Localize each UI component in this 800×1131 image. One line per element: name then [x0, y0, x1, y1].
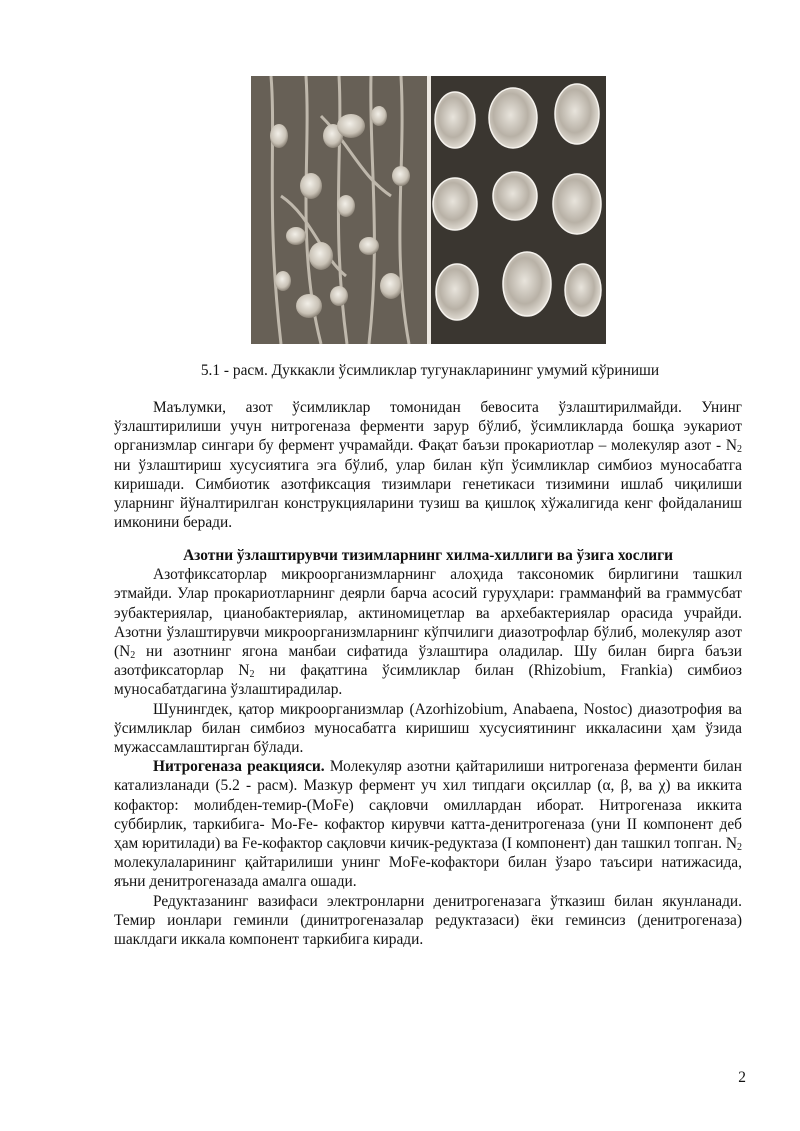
paragraph-2 [114, 565, 742, 699]
page-number: 2 [738, 1069, 746, 1086]
paragraph-4-text-cont: молекулаларининг қайтарилиши унинг MoFe-кофактори билан ўзаро таъсири натижасида, яъни денитрогеназада амалга ошади. [114, 854, 742, 891]
paragraph-4 [114, 757, 742, 891]
nitrogenase-reaction-term: Нитрогеназа реакцияси. [153, 758, 325, 776]
subscript: 2 [249, 669, 255, 681]
section-heading: Азотни ўзлаштирувчи тизимларнинг хилма-хиллиги ва ўзига хослиги [183, 547, 673, 564]
paragraph-3: Шунингдек, қатор микроорганизмлар (Azorhizobium, Anabaena, Nostoc) диазотрофия ва ўсимликлар билан симбиоз муносабатга киришиш хусусиятининг иккаласини ҳам ўзида мужассамлаштирган бўлади. [114, 700, 742, 757]
subscript: 2 [130, 650, 136, 662]
paragraph-4-text: Молекуляр азотни қайтарилиши нитрогеназа ферменти билан катализланади (5.2 - расм). Мазкур фермент уч хил типдаги оқсиллар (α, β, ва χ) ва иккита кофактор: молибден-темир-(MoFe) сақловчи омиллардан иборат. Нитрогеназа иккита суббирлик, таркибига- Mo-Fe- кофактор кирувчи катта-денитрогеназа (уни II компонент деб ҳам юритилади) ва Fe-кофактор сақловчи кичик-редуктаза (I компонент) дан ташкил топган. N [114, 758, 743, 853]
subscript: 2 [737, 842, 742, 854]
paragraph-1 [114, 398, 742, 532]
paragraph-1-text-cont: ни ўзлаштириш хусусиятига эга бўлиб, улар билан кўп ўсимликлар симбиоз муносабатга киришади. Симбиотик азотфиксация тизимлари генетикаси тизимини ишлаб чиқилиши уларнинг йўналтирилган конструкцияларини тузиш ва қишлоқ хўжалигида кенг фойдаланиш имконини беради. [114, 456, 742, 532]
root-nodules-photo [251, 76, 606, 344]
paragraph-2-text: Азотфиксаторлар микроорганизмларнинг алоҳида таксономик бирлигини ташкил этмайди. Улар прокариотларнинг деярли барча асосий гуруҳлари: грамманфий ва граммусбат эубактериялар, цианобактериялар, актиномицетлар ва архебактериялар орасида учрайди. Азотни ўзлаштирувчи микроорганизмларнинг кўпчилиги диазотрофлар бўлиб, молекуляр азот (N [114, 566, 742, 661]
subscript: 2 [737, 444, 742, 456]
photo-illustration [251, 76, 606, 344]
figure-caption: 5.1 - расм. Дуккакли ўсимликлар тугунакларининг умумий кўриниши [200, 362, 660, 379]
main-section [114, 546, 742, 949]
paragraph-2-text-end: ни фақатгина ўсимликлар билан (Rhizobium, Frankia) симбиоз муносабатдагина ўзлаштирадилар. [114, 662, 742, 699]
paragraph-1-text: Маълумки, азот ўсимликлар томонидан бевосита ўзлаштирилмайди. Унинг ўзлаштирилиши учун нитрогеназа ферменти зарур бўлиб, ўсимликларда бошқа эукариот организмлар сингари бу фермент учрамайди. Фақат баъзи прокариотлар – молекуляр азот - N [114, 399, 742, 455]
paragraph-2-text-cont: ни азотнинг ягона манбаи сифатида ўзлаштира оладилар. Шу билан бирга баъзи азотфиксаторлар N [114, 643, 742, 680]
paragraph-5: Редуктазанинг вазифаси электронларни денитрогеназага ўтказиш билан якунланади. Темир ионлари геминли (динитрогеназалар редуктазаси) ёки геминсиз (денитрогеназа) шаклдаги иккала компонент таркибига киради. [114, 892, 742, 949]
